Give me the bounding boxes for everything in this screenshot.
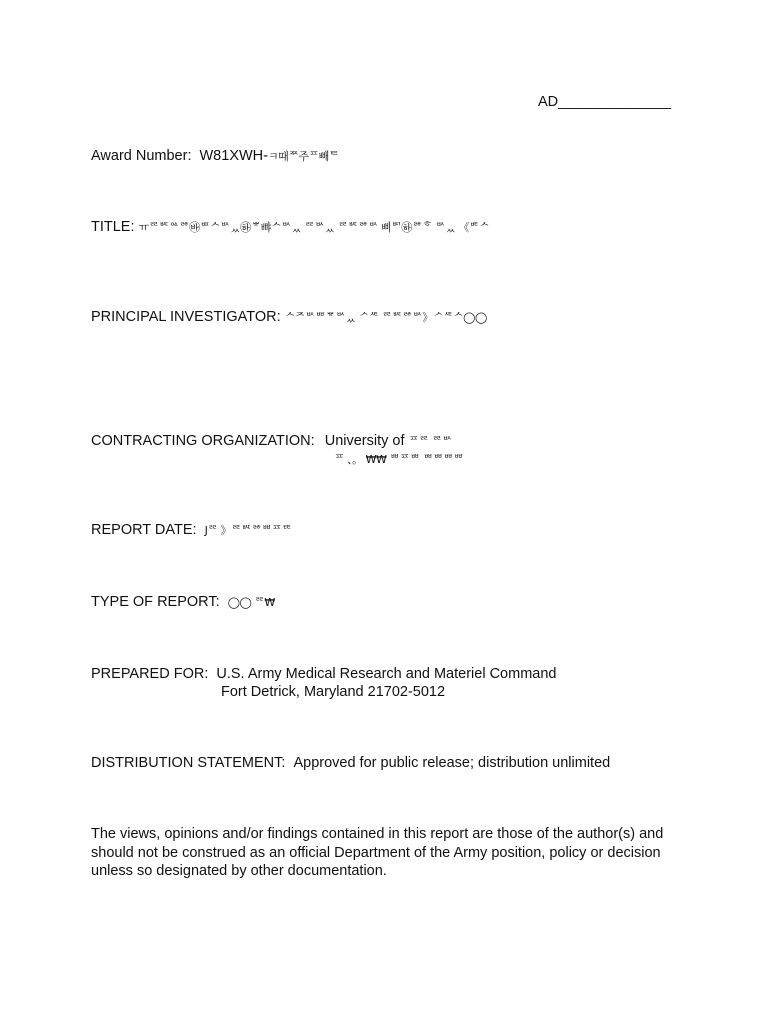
report-date-line	[91, 521, 292, 540]
contracting-organization-line1-garbled: ᄑᄙ ᄙᄡ	[408, 435, 453, 448]
ad-field: AD______________	[538, 94, 672, 110]
title-label: TITLE:	[91, 219, 135, 235]
contracting-organization-line2: ᄑ 、。 ₩₩ ᄈᄑᄈ ᄈᄈᄈᄈ	[334, 453, 464, 466]
award-number-line	[91, 147, 339, 166]
contracting-organization-line	[91, 432, 452, 451]
title-line	[91, 218, 489, 237]
award-number-prefix: W81XWH-	[199, 148, 268, 164]
prepared-for-line	[91, 665, 556, 683]
title-garbled: ㅠᄙᄣᅆᄚ㉳ᄪᄉᄡᆻ㉻ᄬ뺘ᄉᄡᆻ ᄙᄡᆻ ᄙᄣᄚᄡ 삐ᄢ㉻ᄚᄒ ᄡᆻ 《ᄩᄉ	[138, 221, 490, 234]
report-type-label: TYPE OF REPORT:	[91, 594, 220, 610]
principal-investigator-label: PRINCIPAL INVESTIGATOR:	[91, 309, 281, 325]
prepared-for-line2: Fort Detrick, Maryland 21702-5012	[221, 684, 446, 700]
prepared-for-label: PREPARED FOR:	[91, 666, 209, 682]
report-date-garbled: Jᄙ 》ᄙᄣᄚᄈᄑᄐᄐ	[204, 524, 292, 537]
report-type-line	[91, 593, 275, 612]
award-number-label: Award Number:	[91, 148, 192, 164]
prepared-for-line1: U.S. Army Medical Research and Materiel Command	[216, 666, 557, 682]
report-date-label: REPORT DATE:	[91, 522, 197, 538]
distribution-statement-line	[91, 754, 610, 772]
distribution-statement-label: DISTRIBUTION STATEMENT:	[91, 755, 286, 771]
principal-investigator-garbled: ᄉᄌᄡᄈᄬᄡᆻ ᄼᄹ ᄙᄣᄚᄡ》ᄼᄹᄉ◯◯	[284, 311, 487, 324]
report-type-garbled: ◯◯ ᄙ₩	[227, 596, 275, 609]
contracting-organization-line1: University of	[324, 433, 409, 449]
principal-investigator-line	[91, 308, 487, 327]
disclaimer-paragraph: The views, opinions and/or findings contained in this report are those of the author(s) and should not be construed as an official Department of the Army position, policy or decision unless so designated by other documentation.	[91, 826, 664, 879]
distribution-statement-value: Approved for public release; distribution unlimited	[293, 755, 611, 771]
contracting-organization-label: CONTRACTING ORGANIZATION:	[91, 433, 315, 449]
award-number-garbled: ㅋ때ᄍ주ᄑ빼ᄐ	[267, 150, 339, 163]
